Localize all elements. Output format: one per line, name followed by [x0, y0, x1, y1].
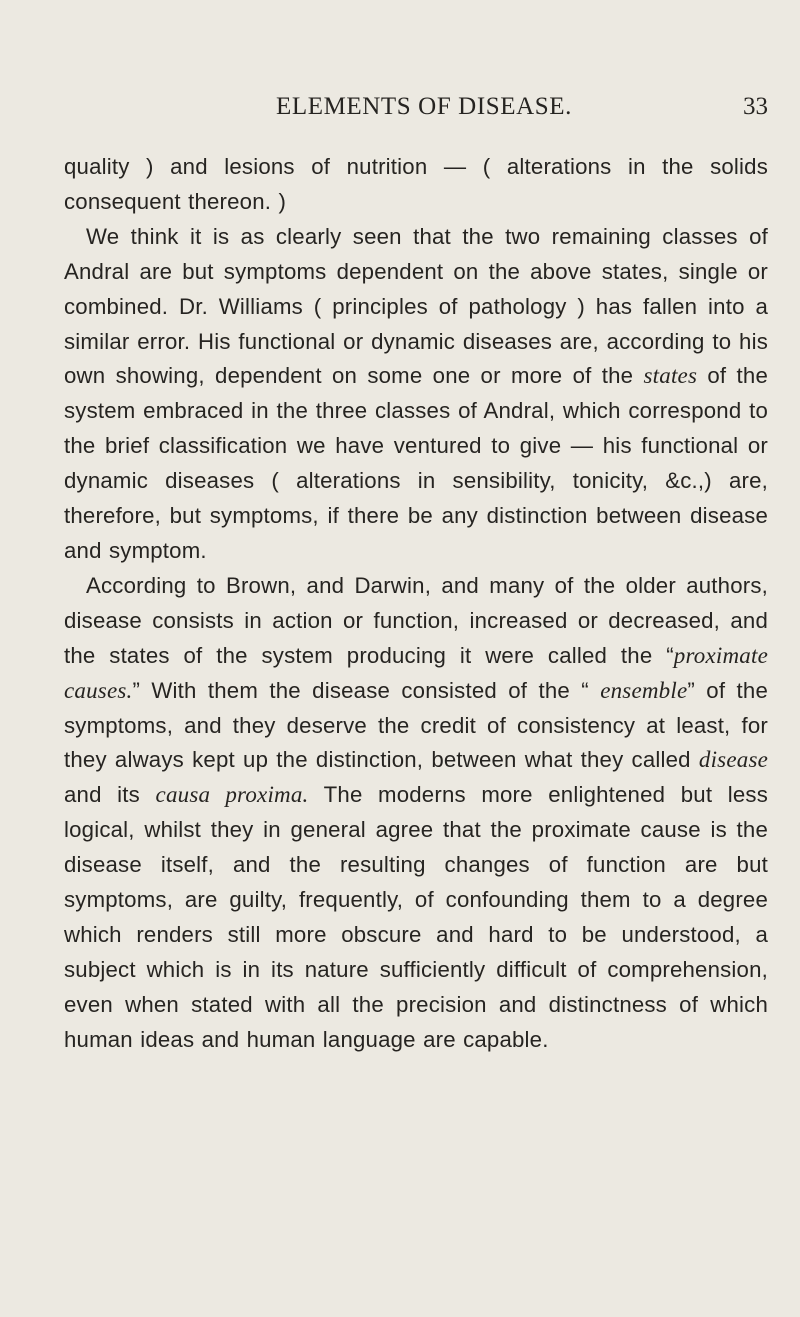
running-head: ELEMENTS OF DISEASE.	[275, 93, 573, 120]
italic-term-states: states	[643, 363, 698, 389]
text-run: of the system embraced in the three classes of Andral, which correspond to the brief classification we have ventured to give — his functional or dynamic diseases ( alterations in sensibility, tonicity, &c.,) are, therefore, but symptoms, if there be any distinction between disease and symptom.	[64, 363, 768, 563]
body-text	[64, 150, 768, 1058]
italic-term-proximate-causes: proximate causes.	[64, 642, 768, 703]
text-run: The moderns more enlightened but less logical, whilst they in general agree that the proximate cause is the disease itself, and the resulting changes of function are but symptoms, are guilty, frequently, of confounding them to a degree which renders still more obscure and hard to be understood, a subject which is in its nature sufficiently difficult of comprehension, even when stated with all the precision and distinctness of which human ideas and human language are capable.	[64, 782, 768, 1052]
text-run: quality ) and lesions of nutrition — ( alterations in the solids consequent thereon. )	[64, 154, 768, 214]
text-run: We think it is as clearly seen that the two remaining classes of Andral are but symptoms dependent on the above states, single or combined. Dr. Williams ( principles of pathology ) has fallen into a similar error. His functional or dynamic diseases are, according to his own showing, dependent on some one or more of the	[64, 223, 768, 389]
italic-term-disease: disease	[698, 747, 768, 773]
italic-term-causa-proxima: causa proxima.	[155, 782, 309, 808]
paragraph-3	[64, 569, 768, 1058]
italic-term-ensemble: ensemble	[600, 677, 688, 703]
page-number: 33	[743, 93, 768, 120]
text-run: ” With them the disease consisted of the “	[132, 677, 601, 703]
text-run: ” of the symptoms, and they deserve the credit of consistency at least, for they always kept up the distinction, between what they called	[64, 677, 768, 773]
text-run: According to Brown, and Darwin, and many of the older authors, disease consists in action or function, increased or decreased, and the states of the system producing it were called the “	[64, 572, 768, 668]
text-run: and its	[64, 782, 156, 808]
paragraph-1	[64, 150, 768, 220]
page-header	[64, 93, 768, 127]
paragraph-2	[64, 220, 768, 569]
